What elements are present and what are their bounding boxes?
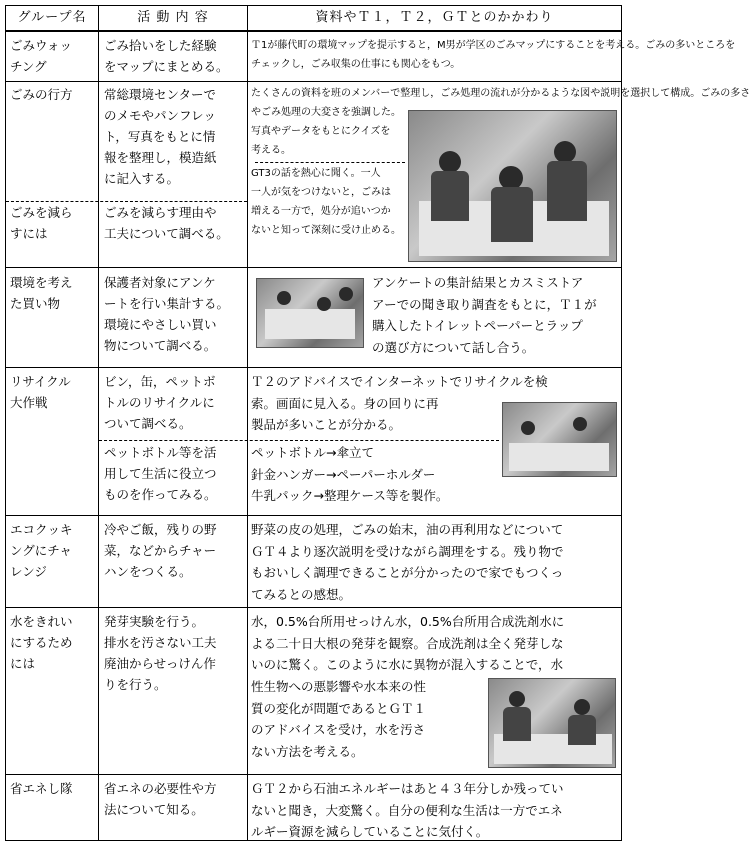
activity-text: ごみ拾いをした経験 をマップにまとめる。	[104, 38, 229, 74]
activity-text: 冷やご飯，残りの野 菜，などからチャー ハンをつくる。	[104, 522, 217, 579]
header-group-name: グループ名	[17, 10, 87, 25]
activity-text: 常総環境センターで のメモやパンフレッ ト，写真をもとに情 報を整理し，模造紙 に記入する。	[104, 87, 217, 186]
activity-text: 省エネの必要性や方 法について知る。	[104, 781, 217, 817]
group-name: ごみを減ら すには	[10, 205, 73, 241]
row-divider-dashed	[99, 440, 499, 441]
relation-text: Ｔ1が藤代町の環境マップを提示すると，M男が学区のごみマップにすることを考える。ごみの多いところを チェックし，ごみ収集の仕事にも関心をもつ。	[251, 40, 736, 70]
table-row	[6, 607, 621, 774]
header-relation: 資料やＴ１，Ｔ２，ＧＴとのかかわり	[315, 10, 554, 25]
table-row	[6, 32, 736, 81]
table-row	[6, 774, 621, 840]
classroom-photo	[408, 110, 617, 262]
activity-text: ビン，缶，ペットボ トルのリサイクルに ついて調べる。	[104, 374, 216, 431]
survey-photo	[256, 278, 364, 348]
table-row	[6, 515, 621, 607]
relation-text: 水，0.5%台所用せっけん水，0.5%台所用合成洗剤水に よる二十日大根の発芽を観察。合成洗剤は全く発芽しな いのに驚く。このように水に異物が混入することで，水	[251, 614, 565, 672]
relation-text: ペットボトル→傘立て 針金ハンガー→ペーパーホルダー 牛乳パック→整理ケース等を製作。	[251, 445, 449, 503]
group-name: 省エネし隊	[10, 781, 73, 796]
activity-text: 保護者対象にアンケ ートを行い集計する。 環境にやさしい買い 物について調べる。	[104, 275, 230, 353]
relation-text: ＧＴ２から石油エネルギーはあと４３年分しか残ってい ないと聞き，大変驚く。自分の便利な生活は一方でエネ ルギー資源を減らしていることに気付く。	[251, 781, 564, 839]
relation-text: アンケートの集計結果とカスミストア アーでの聞き取り調査をもとに，Ｔ１が 購入したトイレットペーパーとラップ の選び方について話し合う。	[372, 275, 597, 355]
group-name: ごみの行方	[10, 87, 73, 102]
group-name: 環境を考え た買い物	[10, 275, 73, 311]
divider-dashed	[255, 162, 405, 163]
header-activity: 活 動 内 容	[137, 10, 209, 25]
activity-text: ごみを減らす理由や 工夫について調べる。	[104, 205, 229, 241]
group-name: 水をきれい にするため には	[10, 614, 73, 671]
activity-text: ペットボトル等を活 用して生活に役立つ ものを作ってみる。	[104, 445, 217, 502]
relation-text: Ｔ２のアドバイスでインターネットでリサイクルを検 索。画面に見入る。身の回りに再 製品が多いことが分かる。	[251, 374, 548, 432]
table-row	[6, 267, 621, 367]
activity-text: 発芽実験を行う。 排水を汚さない工夫 廃油からせっけん作 りを行う。	[104, 614, 217, 692]
relation-text: GT3の話を熱心に聞く。一人 一人が気をつけないと，ごみは 増える一方で，処分が追いつか ないと知って深刻に受け止める。	[251, 168, 401, 236]
table-row	[6, 81, 750, 267]
activity-table	[5, 5, 750, 841]
group-name: ごみウォッ チング	[10, 38, 73, 74]
group-name: リサイクル 大作戦	[10, 374, 71, 410]
group-name: エコクッキ ングにチャ レンジ	[10, 522, 73, 579]
computer-photo	[502, 402, 617, 477]
relation-text: 性生物への悪影響や水本来の性 質の変化が問題であるとＧＴ１ のアドバイスを受け，水を汚さ ない方法を考える。	[251, 679, 427, 759]
relation-text: 写真やデータをもとにクイズを 考える。	[251, 126, 391, 156]
table-row	[6, 367, 621, 515]
relation-text: たくさんの資料を班のメンバーで整理し，ごみ処理の流れが分かるような図や説明を選択して構成。ごみの多さ やごみ処理の大変さを強調した。	[251, 88, 750, 118]
relation-text: 野菜の皮の処理，ごみの始末，油の再利用などについて ＧＴ４より逐次説明を受けながら調理をする。残り物で もおいしく調理できることが分かったので家でもつくっ てみるとの感想。	[251, 522, 564, 602]
experiment-photo	[488, 678, 616, 768]
